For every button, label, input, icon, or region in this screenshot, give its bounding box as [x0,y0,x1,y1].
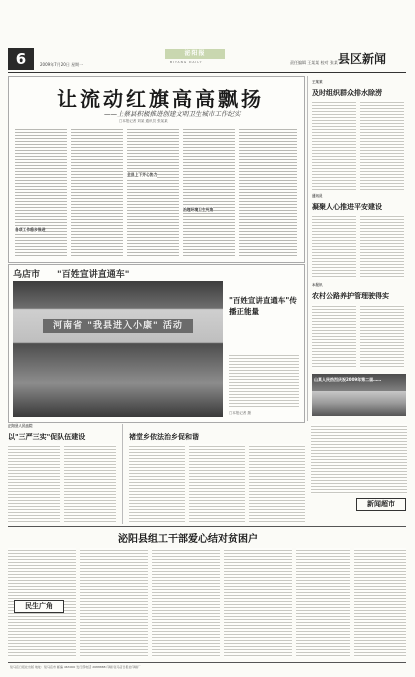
right-item1-body-a [312,100,356,190]
news-market-stamp: 新闻超市 [356,498,406,511]
right-photo [312,374,406,416]
right-item2-body-a [312,214,356,279]
lower-left-article [8,424,118,524]
editor-line: 责任编辑 王某某 校对 张某 [290,60,338,65]
feature-banner-text: "百姓宣讲直通车" [57,270,130,280]
lead-column-3 [127,127,179,257]
bottom-title: 泌阳县组工干部爱心结对贫困户 [118,534,258,545]
lead-inner-head-1: 全县上下齐心协力 [127,172,158,177]
bottom-body-3 [152,548,220,658]
section-rule-lower [8,526,406,527]
feature-photo-credit: □本报记者 摄 [229,411,251,415]
right-item1-label: 王某某 [312,80,323,84]
lead-column-5 [239,127,297,257]
right-item3-body-b [360,304,404,369]
right-item1-body-b [360,100,404,190]
feature-stage-banner: 河南省 "我县进入小康" 活动 [43,319,193,333]
lead-inner-head-2: 治理环境卫生死角 [183,207,214,212]
header-rule [8,72,406,73]
lower-mid-title: 褚堂乡依法治乡促和谐 [129,433,199,441]
footer-line: 驻马店日报社出版 地址：驻马店市 邮编 463000 发行部电话 2688888 印刷 驻马店日报社印刷厂 [10,665,141,669]
lead-article [8,76,305,263]
right-item2-label: 通讯员 [312,194,323,198]
lower-mid-body-a [129,444,185,524]
section-name: 县区新闻 [338,52,387,66]
photo-feature [8,264,305,423]
livelihood-stamp: 民生广角 [14,600,64,613]
feature-banner-left: 乌店市 [13,270,41,280]
right-item2-title: 凝聚人心推进平安建设 [312,203,382,211]
right-column [307,76,408,421]
right-photo-caption: 山某人民热烈庆祝2009年第二届…… [314,377,382,382]
lower-left-body-a [8,444,60,524]
bottom-body-6 [354,548,406,658]
right-lower-body [311,424,407,494]
lead-subtitle: ——上蔡县积极推进创建文明卫生城市工作纪实 [104,110,241,118]
lower-left-title: 以"三严三实"促队伍建设 [8,433,86,441]
lower-mid-article [122,424,308,524]
feature-side-body [229,353,299,407]
right-item2-body-b [360,214,404,279]
lead-column-2 [71,127,123,257]
lower-mid-body-b [189,444,245,524]
feature-photo [13,281,223,417]
page-number: 6 [8,48,34,70]
right-item3-title: 农村公路养护管理驶得实 [312,292,389,300]
lead-title: 让流动红旗高高飘扬 [57,87,264,111]
right-item3-label: 本报讯 [312,283,323,287]
date-line: 2009年7月20日 星期一 [40,62,84,67]
right-item1-title: 及时组织群众排水除涝 [312,89,382,97]
bottom-body-5 [296,548,350,658]
masthead-banner: 泌阳报 [165,49,225,59]
lead-column-4 [183,127,235,257]
lead-column-1 [15,127,67,257]
lower-mid-body-c [249,444,305,524]
bottom-body-2 [80,548,148,658]
masthead-english: BIYANG DAILY [170,60,203,64]
feature-side-title: "百姓宣讲直通车"传播正能量 [229,296,297,316]
footer-rule [8,662,406,663]
lower-left-kicker: 正阳县人民法院 [8,424,33,428]
right-item3-body-a [312,304,356,369]
lead-inner-head-3: 各项工作稳步推进 [15,227,46,232]
lead-byline: □本报记者 刘某 通讯员 张某某 [119,119,168,123]
lower-left-body-b [64,444,116,524]
bottom-body-4 [224,548,292,658]
